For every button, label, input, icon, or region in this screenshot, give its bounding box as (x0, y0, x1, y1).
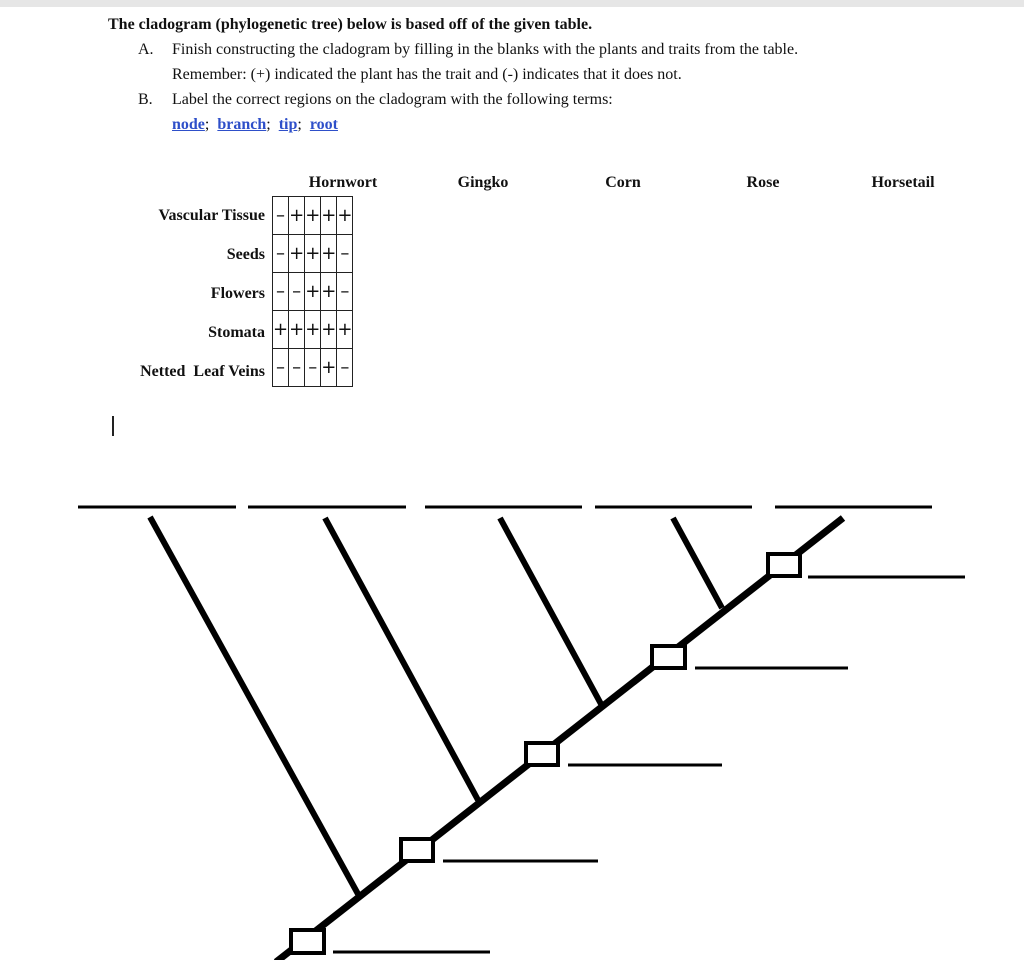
branch-3 (500, 518, 601, 704)
node-box-5[interactable] (768, 554, 800, 576)
table-cell: + (321, 197, 337, 235)
table-cell: – (337, 235, 353, 273)
instructions-heading: The cladogram (phylogenetic tree) below is based off of the given table. (108, 16, 593, 33)
node-box-1[interactable] (291, 930, 324, 953)
instruction-a-line-1: Finish constructing the cladogram by filling in the blanks with the plants and traits from the table. (172, 41, 799, 58)
term-branch-link[interactable]: branch (217, 116, 267, 133)
table-cell: + (321, 235, 337, 273)
column-header-corn: Corn (605, 174, 641, 191)
table-cell: + (289, 235, 305, 273)
instruction-b-line-1: Label the correct regions on the cladogram with the following terms: (172, 91, 613, 108)
instruction-a-marker: A. (138, 41, 154, 58)
column-header-gingko: Gingko (457, 174, 509, 191)
term-tip-link[interactable]: tip (278, 116, 298, 133)
instruction-b-marker: B. (138, 91, 153, 108)
table-cell: + (321, 311, 337, 349)
branch-2 (325, 518, 478, 800)
row-label: Seeds (226, 246, 265, 263)
terms-list: node; branch; tip; root (172, 116, 338, 133)
table-cell: – (289, 273, 305, 311)
row-label: Flowers (210, 285, 265, 302)
trait-blanks (333, 577, 965, 952)
table-cell: + (305, 235, 321, 273)
table-cell: + (321, 349, 337, 387)
table-cell: + (337, 311, 353, 349)
table-cell: – (305, 349, 321, 387)
column-header-rose: Rose (746, 174, 780, 191)
node-box-2[interactable] (401, 839, 433, 861)
term-root-link[interactable]: root (309, 116, 338, 133)
node-box-4[interactable] (652, 646, 685, 668)
column-header-hornwort: Hornwort (308, 174, 378, 191)
node-box-3[interactable] (526, 743, 558, 765)
instruction-a-line-2: Remember: (+) indicated the plant has the trait and (-) indicates that it does not. (172, 66, 682, 83)
row-label: Netted Leaf Veins (140, 363, 265, 380)
table-cell: + (305, 311, 321, 349)
table-cell: + (289, 311, 305, 349)
row-label: Stomata (208, 324, 265, 341)
column-header-horsetail: Horsetail (871, 174, 935, 191)
table-cell: – (273, 235, 289, 273)
table-cell: – (273, 273, 289, 311)
table-cell: + (337, 197, 353, 235)
table-cell: + (305, 197, 321, 235)
branch-1 (150, 517, 358, 894)
table-cell: + (289, 197, 305, 235)
branch-4 (673, 518, 722, 608)
table-cell: + (321, 273, 337, 311)
table-cell: – (273, 349, 289, 387)
table-cell: – (273, 197, 289, 235)
table-cell: – (289, 349, 305, 387)
row-label: Vascular Tissue (158, 207, 265, 224)
table-cell: + (305, 273, 321, 311)
term-node-link[interactable]: node (172, 116, 205, 133)
table-cell: – (337, 349, 353, 387)
table-cell: + (273, 311, 289, 349)
table-cell: – (337, 273, 353, 311)
